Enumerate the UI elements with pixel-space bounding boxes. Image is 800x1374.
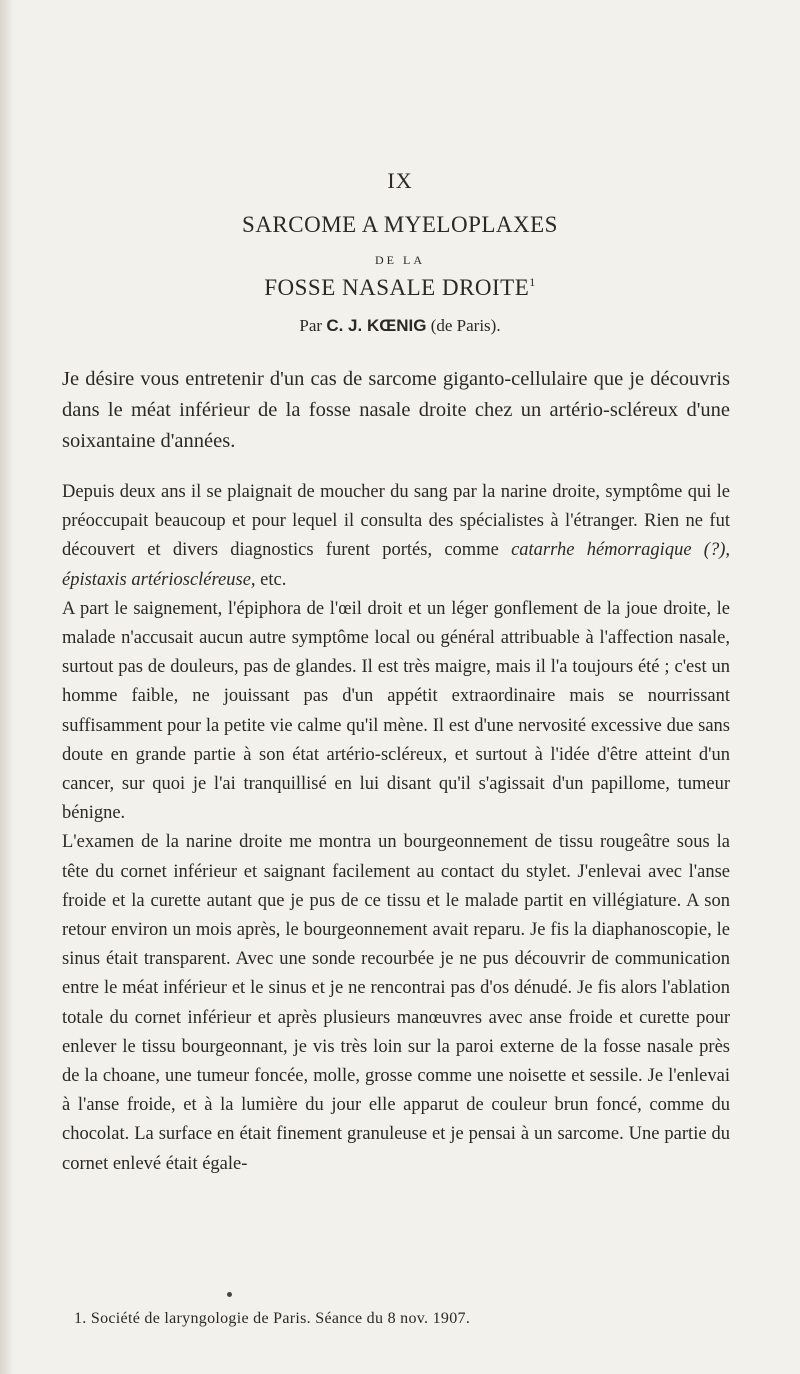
title-footnote-mark: 1 (529, 275, 536, 289)
footnote: 1. Société de laryngologie de Paris. Séance du 8 nov. 1907. (74, 1310, 471, 1327)
paragraph-symptoms: A part le saignement, l'épiphora de l'œil droit et un léger gonflement de la joue droite, le malade n'accusait aucun autre symptôme local ou général attribuable à l'affection nasale, surtout pas de douleurs, pas de glandes. Il est très maigre, mais il l'a toujours été ; c'est un homme faible, ne jouissant pas d'un appétit extraordinaire mais se nourrissant suffisamment pour la petite vie calme qu'il mène. Il est d'une nervosité excessive due sans doute en grande partie à son état artério-scléreux, et surtout à l'idée d'être atteint d'un cancer, sur quoi je l'ai tranquillisé en lui disant qu'il s'agissait d'un papillome, tumeur bénigne. (62, 598, 730, 824)
paragraph-examination: L'examen de la narine droite me montra un bourgeonnement de tissu rougeâtre sous la tête du cornet inférieur et saignant facilement au contact du stylet. J'enlevai avec l'anse froide et la curette autant que je pus de ce tissu et le malade partit en villégiature. A son retour environ un mois après, le bourgeonnement avait reparu. Je fis la diaphanoscopie, le sinus était transparent. Avec une sonde recourbée je ne pus découvrir de communication entre le méat inférieur et le sinus et je ne rencontrai pas d'os dénudé. Je fis alors l'ablation totale du cornet inférieur et après plusieurs manœuvres avec anse froide et curette pour enlever le tissu bourgeonnant, je vis très loin sur la paroi externe de la fosse nasale près de la choane, une tumeur foncée, molle, grosse comme une noisette et sessile. Je l'enlevai à l'anse froide, et à la lumière du jour elle apparut de couleur brun foncé, comme du chocolat. La surface en était finement granuleuse et je pensai à un sarcome. Une partie du cornet enlevé était égale- (62, 832, 730, 1174)
byline (0, 316, 800, 336)
paragraph-history (62, 478, 730, 595)
article-title-connector: DE LA (375, 253, 425, 267)
page-edge-shadow (0, 0, 14, 1374)
paragraph-history-end: , etc. (250, 569, 287, 590)
article-title-line2 (0, 275, 800, 301)
paragraph-history-start: Depuis deux ans il se plaignait de moucher du sang par la narine droite, symptôme qui le préoccupait beaucoup et pour lequel il consulta des spécialistes à l'étranger. Rien ne fut découvert et divers diagnostics furent portés, comme (62, 482, 730, 561)
body-text (62, 478, 730, 1179)
byline-suffix: (de Paris). (430, 316, 501, 335)
article-title-line1: SARCOME A MYELOPLAXES (242, 212, 558, 237)
chapter-number: IX (387, 168, 413, 193)
print-speck (227, 1292, 232, 1297)
paragraph-history-italic: catarrhe hémorragique (?), épistaxis artérioscléreuse (62, 540, 730, 590)
byline-author: C. J. KŒNIG (326, 316, 427, 335)
intro-paragraph-text: Je désire vous entretenir d'un cas de sarcome giganto-cellulaire que je découvris dans le méat inférieur de la fosse nasale droite chez un artério-scléreux d'une soixantaine d'années. (62, 368, 730, 452)
article-title-line2-text: FOSSE NASALE DROITE (264, 275, 530, 300)
intro-paragraph (62, 364, 730, 457)
byline-prefix: Par (299, 316, 323, 335)
